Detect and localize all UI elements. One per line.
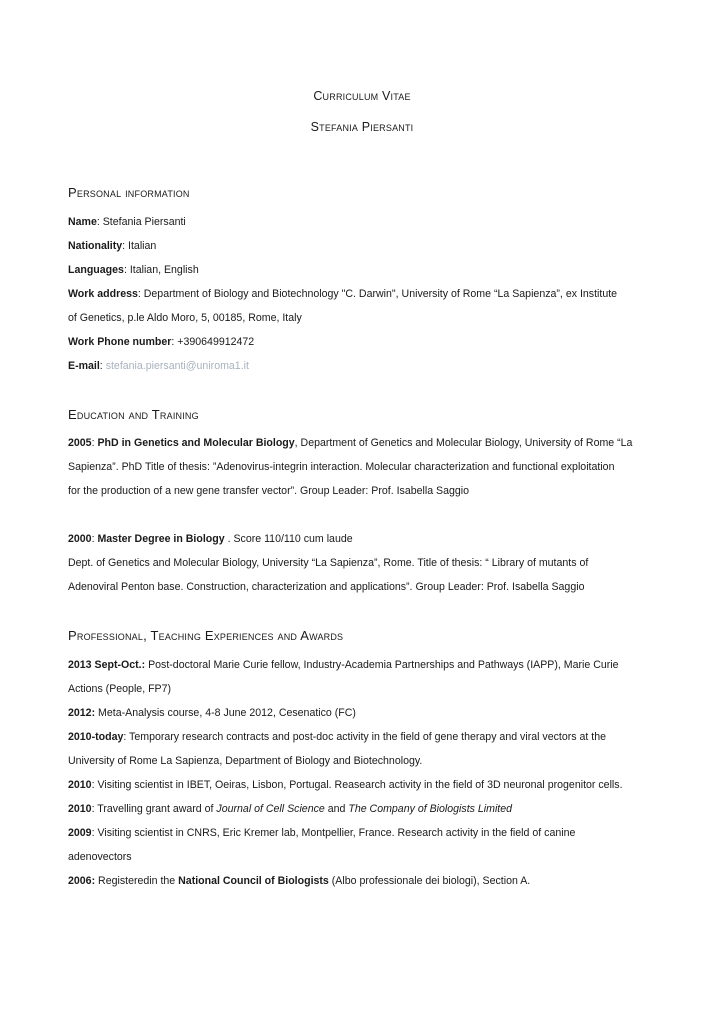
exp-item-1-line-1 [68, 653, 655, 677]
exp-item-1-text: Post-doctoral Marie Curie fellow, Industry-Academia Partnerships and Pathways (IAPP), Marie Curie [145, 659, 619, 671]
personal-info-heading: Personal information [68, 185, 190, 200]
master-line-1 [68, 527, 655, 551]
nationality-value: : Italian [122, 240, 157, 252]
email-row [68, 354, 655, 378]
exp-item-5-text-b: and [324, 803, 349, 815]
person-name-title: Stefania Piersanti [310, 120, 414, 134]
exp-item-3-text: : Temporary research contracts and post-doc activity in the field of gene therapy and viral vectors at the [123, 731, 607, 743]
name-label: Name [68, 216, 97, 228]
master-line-2: Dept. of Genetics and Molecular Biology, University “La Sapienza”, Rome. Title of thesis: “ Library of mutants of [68, 557, 589, 569]
education-phd-block [68, 431, 655, 503]
work-address-label: Work address [68, 288, 138, 300]
exp-item-6-line-2: adenovectors [68, 851, 132, 863]
exp-item-4-text: : Visiting scientist in IBET, Oeiras, Lisbon, Portugal. Reasearch activity in the field of 3D neuronal progenitor cells. [91, 779, 623, 791]
professional-heading: Professional, Teaching Experiences and Awards [68, 628, 344, 643]
exp-item-7-date: 2006: [68, 875, 96, 887]
nationality-label: Nationality [68, 240, 123, 252]
exp-item-5-text-a: : Travelling grant award of [91, 803, 217, 815]
email-link[interactable]: stefania.piersanti@uniroma1.it [105, 360, 249, 372]
master-year: 2000 [68, 533, 92, 545]
exp-item-7-text-b: (Albo professionale dei biologi), Section A. [328, 875, 531, 887]
name-value: : Stefania Piersanti [96, 216, 186, 228]
exp-item-6-date: 2009 [68, 827, 92, 839]
exp-item-4-date: 2010 [68, 779, 92, 791]
work-address-row-cont [68, 306, 655, 330]
email-label: E-mail [68, 360, 100, 372]
exp-item-2-date: 2012: [68, 707, 96, 719]
exp-item-2-text: Meta-Analysis course, 4-8 June 2012, Cesenatico (FC) [95, 707, 356, 719]
nationality-row [68, 234, 655, 258]
exp-item-7-council: National Council of Biologists [178, 875, 329, 887]
exp-item-2 [68, 701, 655, 725]
document-title: Curriculum Vitae [313, 89, 411, 103]
exp-item-7-text-a: Registeredin the [95, 875, 179, 887]
exp-item-7 [68, 869, 655, 893]
master-separator: : [91, 533, 98, 545]
phd-year: 2005 [68, 437, 92, 449]
work-address-row [68, 282, 655, 306]
exp-item-5-journal: Journal of Cell Science [216, 803, 325, 815]
languages-row [68, 258, 655, 282]
exp-item-3-date: 2010-today [68, 731, 124, 743]
work-address-value-2: of Genetics, p.le Aldo Moro, 5, 00185, Rome, Italy [68, 312, 302, 324]
languages-label: Languages [68, 264, 124, 276]
exp-item-1-line-2: Actions (People, FP7) [68, 683, 172, 695]
personal-info-block [68, 210, 655, 378]
exp-item-5 [68, 797, 655, 821]
phone-row [68, 330, 655, 354]
phd-line-3: for the production of a new gene transfer vector”. Group Leader: Prof. Isabella Saggio [68, 485, 470, 497]
phd-line-1 [68, 431, 655, 455]
exp-item-4 [68, 773, 655, 797]
phone-label: Work Phone number [68, 336, 172, 348]
master-line-3: Adenoviral Penton base. Construction, characterization and applications”. Group Leader: Prof. Isabella Saggio [68, 581, 585, 593]
email-separator: : [99, 360, 106, 372]
education-master-block [68, 527, 655, 599]
exp-item-6-text: : Visiting scientist in CNRS, Eric Kremer lab, Montpellier, France. Research activity in the field of canine [91, 827, 576, 839]
exp-item-6-line-1 [68, 821, 655, 845]
master-rest: . Score 110/110 cum laude [224, 533, 353, 545]
professional-block [68, 653, 655, 893]
phone-value: : +390649912472 [171, 336, 255, 348]
master-title: Master Degree in Biology [97, 533, 225, 545]
education-heading: Education and Training [68, 407, 199, 422]
exp-item-5-company: The Company of Biologists Limited [348, 803, 513, 815]
exp-item-1-date: 2013 Sept-Oct.: [68, 659, 146, 671]
work-address-value-1: : Department of Biology and Biotechnology "C. Darwin", University of Rome “La Sapienza”, ex Institute [137, 288, 618, 300]
exp-item-3-line-1 [68, 725, 655, 749]
name-row [68, 210, 655, 234]
exp-item-3-line-2: University of Rome La Sapienza, Department of Biology and Biotechnology. [68, 755, 423, 767]
phd-line-1-rest: , Department of Genetics and Molecular Biology, University of Rome “La [294, 437, 633, 449]
phd-title: PhD in Genetics and Molecular Biology [97, 437, 295, 449]
languages-value: : Italian, English [123, 264, 199, 276]
exp-item-5-date: 2010 [68, 803, 92, 815]
phd-line-2: Sapienza”. PhD Title of thesis: ”Adenovirus-integrin interaction. Molecular characterization and functional exploitation [68, 461, 615, 473]
phd-separator: : [91, 437, 98, 449]
